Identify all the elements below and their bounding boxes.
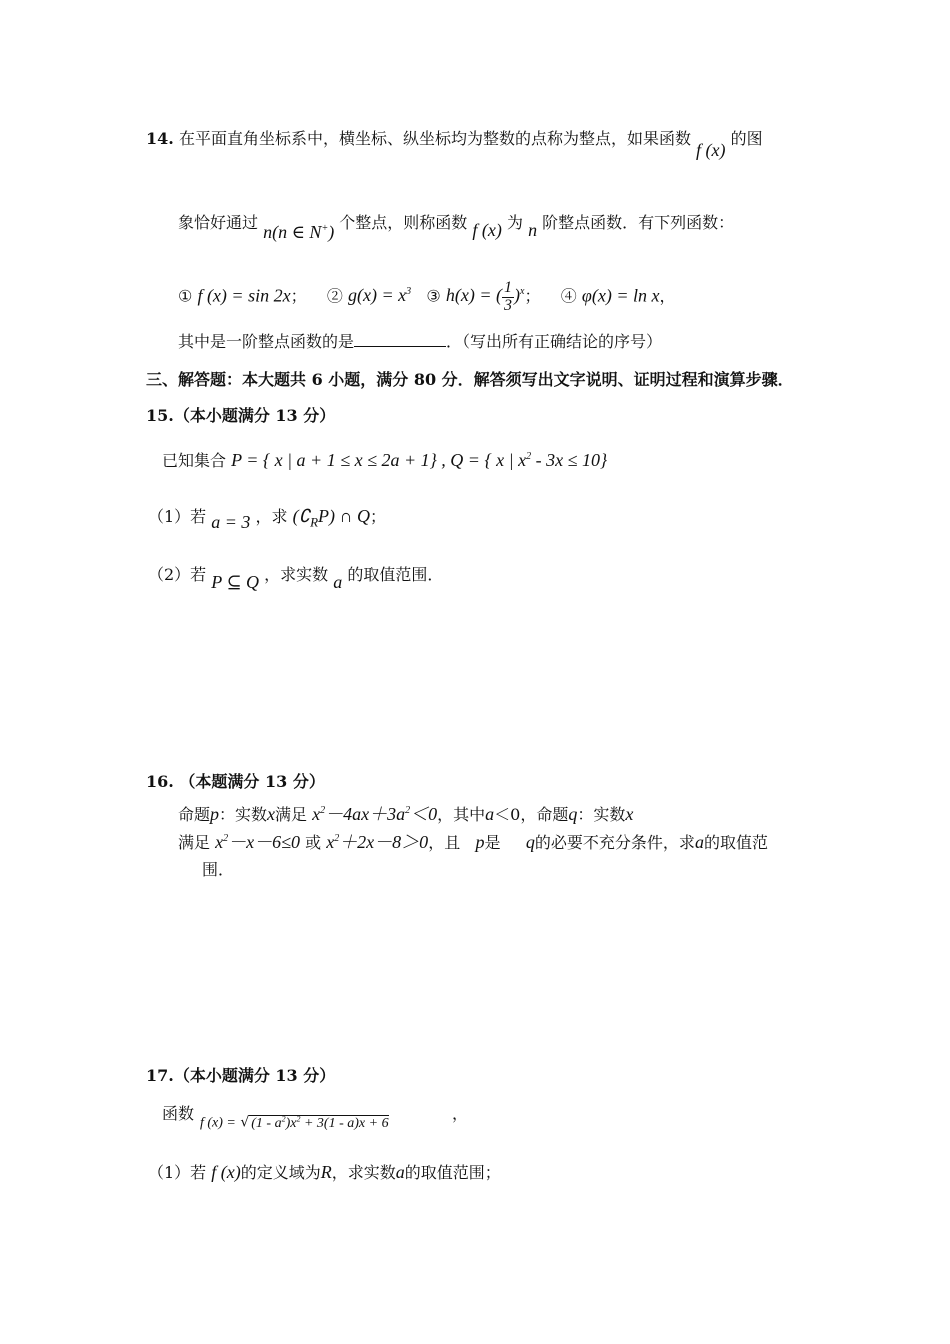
q16-l2-b: 或 — [305, 833, 322, 852]
q15-p1-expr: a = 3 — [211, 512, 251, 532]
q14-opt2 — [348, 285, 411, 305]
q16-l2-e1: x — [215, 832, 224, 852]
q17-stem-a: 函数 — [162, 1104, 195, 1123]
q15-p1-expr3: P) ∩ Q — [318, 506, 371, 526]
q16-l1-e1: x — [312, 804, 321, 824]
q14-opt4-sep: ， — [659, 286, 676, 306]
q16-l2-a: 满足 — [178, 833, 211, 852]
q16-l1-a: 命题 — [178, 805, 211, 824]
q14-opt1: f (x) = sin 2x — [197, 285, 291, 306]
q15-p2-a: a — [333, 572, 343, 592]
q17-part1 — [148, 1162, 501, 1184]
q14-fx: f (x) — [696, 140, 726, 160]
q14-line1-tail: 的图 — [730, 129, 763, 148]
sqrt-icon: √ — [240, 1114, 250, 1131]
q15-sets — [231, 450, 607, 470]
q14-opt1-label: ① — [178, 286, 193, 306]
q15-part2 — [148, 564, 444, 592]
q15-stem — [162, 450, 607, 472]
q16-l2-q: q — [525, 832, 535, 852]
q16-l2-f: 的取值范 — [703, 833, 768, 852]
q15-p2-b: ，求实数 — [264, 565, 329, 584]
q14-opt3-frac — [502, 280, 514, 315]
q16-l1-a-var: a — [485, 804, 495, 824]
q16-l1-d: ，其中 — [437, 805, 486, 824]
q16-l1-e3: ＜0 — [410, 804, 438, 824]
q16-l2-ineq1 — [215, 832, 300, 852]
q14-line4-a: 其中是一阶整点函数的是 — [178, 332, 355, 351]
q14-n-expr — [263, 222, 334, 242]
q16-l2-a-var: a — [694, 832, 704, 852]
q16-l1-f: ：实数 — [577, 805, 626, 824]
q16-l2-ineq2 — [326, 832, 428, 852]
q15-p2-c: 的取值范围． — [347, 565, 444, 584]
q16-l1-sup1: 2 — [320, 805, 326, 816]
q14-opt2-sup: 3 — [406, 286, 412, 298]
q16-line1 — [178, 804, 633, 826]
q16-l2-d: 是 — [484, 833, 501, 852]
q17-p1-a: a — [395, 1162, 405, 1182]
q16-l2-e3: x — [326, 832, 335, 852]
q17-fx: f (x) = — [200, 1115, 236, 1131]
q14-paren: ) — [328, 222, 335, 242]
q14-line2-a: 象恰好通过 — [178, 213, 259, 232]
q17-formula — [200, 1114, 389, 1132]
q16-l1-e: ＜0，命题 — [494, 805, 569, 824]
q14-opt3-pre: h(x) = ( — [445, 285, 502, 306]
q17-sup2: 2 — [296, 1114, 301, 1123]
q17-p1-c: ，求实数 — [331, 1163, 396, 1182]
q14-opt3-sep: ； — [524, 286, 541, 306]
q14-opt3-post: ) — [513, 285, 520, 306]
q14-line1-text: 在平面直角坐标系中，横坐标、纵坐标均为整数的点称为整点，如果函数 — [178, 129, 691, 148]
q17-p1-d: 的取值范围； — [404, 1163, 501, 1182]
q14-line2-c: 为 — [506, 213, 523, 232]
answer-blank[interactable] — [354, 332, 446, 347]
q16-l1-x2: x — [625, 804, 634, 824]
q14-sup-plus: + — [321, 223, 329, 234]
q17-rad1: (1 - a — [251, 1115, 282, 1131]
q14-frac-num: 1 — [503, 279, 512, 296]
q14-line4 — [178, 332, 662, 351]
q14-frac-den: 3 — [503, 296, 512, 314]
q15-p1-compl: (∁ — [292, 506, 311, 526]
q16-l1-q: q — [568, 804, 578, 824]
q17-radicand — [249, 1115, 388, 1131]
q15-p1-sub: R — [310, 514, 319, 530]
q14-opt2-label: ② — [326, 286, 343, 306]
q16-l2-sup1: 2 — [223, 833, 229, 844]
q17-p1-R: R — [320, 1162, 332, 1182]
q17-rad2: )x — [285, 1115, 297, 1131]
q14-opt4-label: ④ — [560, 286, 577, 306]
q17-stem — [162, 1104, 194, 1123]
q17-rad3: + 3(1 - a)x + 6 — [300, 1115, 389, 1131]
q15-part1 — [148, 506, 386, 530]
q17-p1-fx: f (x) — [211, 1162, 241, 1182]
q16-l1-e2: －4ax＋3a — [325, 804, 406, 824]
q15-p1-label: （1）若 — [148, 507, 207, 526]
q14-options — [178, 280, 676, 315]
q17-p1-b: 的定义域为 — [240, 1163, 321, 1182]
q14-line2 — [178, 212, 735, 242]
q15-sets-text2: - 3x ≤ 10} — [531, 450, 608, 470]
q16-line2 — [178, 832, 768, 854]
q15-sup: 2 — [526, 451, 532, 462]
q15-sets-text: P = { x | a + 1 ≤ x ≤ 2a + 1} , Q = { x | x — [231, 450, 527, 470]
q16-l1-p: p — [210, 804, 220, 824]
q15-p2-label: （2）若 — [148, 565, 207, 584]
q17-stem-end: ， — [452, 1104, 469, 1123]
q14-n: n — [528, 220, 538, 240]
q15-p2-expr: P ⊆ Q — [211, 572, 260, 592]
q16-line3: 围． — [202, 860, 235, 879]
q16-l2-e4: ＋2x－8＞0 — [339, 832, 429, 852]
q17-sup1: 2 — [281, 1114, 286, 1123]
q17-p1-label: （1）若 — [148, 1163, 207, 1182]
q16-title: 16. （本题满分 13 分） — [146, 772, 325, 791]
q14-line2-b: 个整点，则称函数 — [339, 213, 468, 232]
q16-l1-sup2: 2 — [405, 805, 411, 816]
q14-line2-d: 阶整点函数．有下列函数： — [542, 213, 735, 232]
q16-l1-c: 满足 — [275, 805, 308, 824]
q14-opt1-sep: ； — [290, 286, 307, 306]
q14-opt2-text: g(x) = x — [348, 285, 407, 306]
q14-opt3-label: ③ — [426, 286, 441, 306]
q16-l2-e2: －x－6≤0 — [228, 832, 300, 852]
section3-heading: 三、解答题：本大题共 6 小题，满分 80 分．解答须写出文字说明、证明过程和演算步骤． — [146, 370, 794, 389]
q14-line1 — [146, 128, 763, 160]
q14-number: 14. — [146, 129, 174, 148]
q14-fx2: f (x) — [472, 220, 502, 240]
q16-l2-e: 的必要不充分条件，求 — [534, 833, 695, 852]
q16-l1-b: ：实数 — [219, 805, 268, 824]
q15-p1-complement — [292, 506, 371, 530]
q14-line4-b: ．（写出所有正确结论的序号） — [446, 332, 663, 351]
q14-n-expr-text: n(n ∈ N — [263, 222, 322, 242]
q14-opt3-sup: x — [519, 286, 525, 298]
q16-l1-x: x — [267, 804, 276, 824]
q15-p1-b: ，求 — [255, 507, 288, 526]
q15-p1-end: ； — [370, 507, 387, 526]
q14-opt4: φ(x) = ln x — [581, 285, 660, 306]
q15-title: 15.（本小题满分 13 分） — [146, 406, 336, 425]
q16-l1-ineq — [312, 804, 437, 824]
q17-title: 17.（本小题满分 13 分） — [146, 1066, 336, 1085]
q16-l2-p: p — [475, 832, 485, 852]
q14-opt3 — [445, 279, 525, 314]
q16-l2-c: ，且 — [428, 833, 461, 852]
q15-stem-a: 已知集合 — [162, 451, 227, 470]
q16-l2-sup2: 2 — [334, 833, 340, 844]
